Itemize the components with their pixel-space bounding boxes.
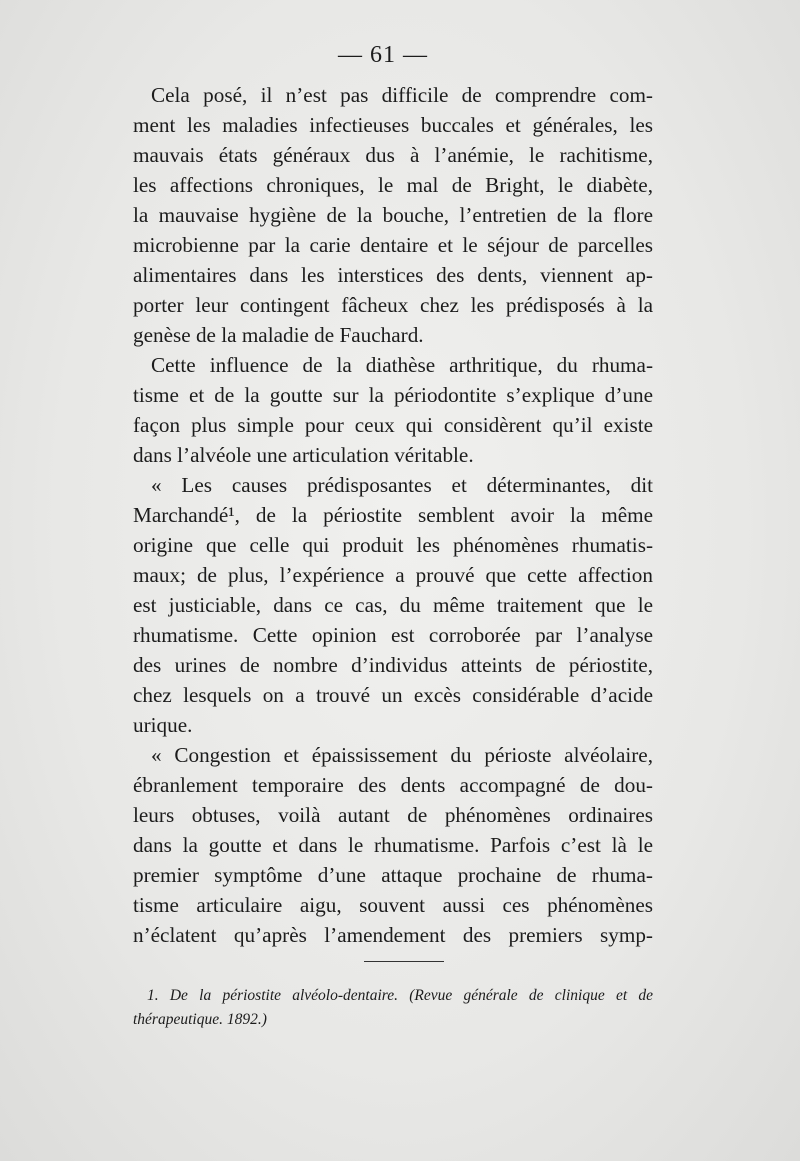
text-line: « Congestion et épaississement du périoste alvéolaire, [151, 743, 653, 767]
text-line: leurs obtuses, voilà autant de phénomènes ordinaires [133, 803, 653, 827]
text-line: n’éclatent qu’après l’amendement des premiers symp- [133, 923, 653, 947]
text-line: genèse de la maladie de Fauchard. [133, 323, 424, 347]
text-line: les affections chroniques, le mal de Bright, le diabète, [133, 173, 653, 197]
text-line: microbienne par la carie dentaire et le séjour de parcelles [133, 233, 653, 257]
text-line: premier symptôme d’une attaque prochaine de rhuma- [133, 863, 653, 887]
page-number: — 61 — [338, 42, 428, 68]
text-line: ment les maladies infectieuses buccales et générales, les [133, 113, 653, 137]
text-line: rhumatisme. Cette opinion est corroborée par l’analyse [133, 623, 653, 647]
text-line: tisme articulaire aigu, souvent aussi ces phénomènes [133, 893, 653, 917]
text-line: tisme et de la goutte sur la périodontite s’explique d’une [133, 383, 653, 407]
text-line: Cette influence de la diathèse arthritique, du rhuma- [151, 353, 653, 377]
text-line: origine que celle qui produit les phénomènes rhumatis- [133, 533, 653, 557]
footnote-line: thérapeutique. 1892.) [133, 1011, 267, 1028]
text-line: façon plus simple pour ceux qui considèrent qu’il existe [133, 413, 653, 437]
text-line: alimentaires dans les interstices des dents, viennent ap- [133, 263, 653, 287]
text-line: Marchandé¹, de la périostite semblent avoir la même [133, 503, 653, 527]
text-line: Cela posé, il n’est pas difficile de comprendre com- [151, 83, 653, 107]
text-line: dans la goutte et dans le rhumatisme. Parfois c’est là le [133, 833, 653, 857]
text-line: porter leur contingent fâcheux chez les prédisposés à la [133, 293, 653, 317]
text-line: dans l’alvéole une articulation véritable. [133, 443, 474, 467]
text-line: mauvais états généraux dus à l’anémie, le rachitisme, [133, 143, 653, 167]
text-line: est justiciable, dans ce cas, du même traitement que le [133, 593, 653, 617]
body-text [133, 80, 653, 950]
text-line: chez lesquels on a trouvé un excès considérable d’acide [133, 683, 653, 707]
text-line: ébranlement temporaire des dents accompagné de dou- [133, 773, 653, 797]
text-line: maux; de plus, l’expérience a prouvé que cette affection [133, 563, 653, 587]
text-line: « Les causes prédisposantes et déterminantes, dit [151, 473, 653, 497]
footnote-line: 1. De la périostite alvéolo-dentaire. (Revue générale de clinique et de [147, 987, 653, 1004]
footnote-divider [364, 961, 444, 962]
footnote [133, 984, 653, 1032]
text-line: la mauvaise hygiène de la bouche, l’entretien de la flore [133, 203, 653, 227]
text-line: des urines de nombre d’individus atteints de périostite, [133, 653, 653, 677]
text-line: urique. [133, 713, 193, 737]
